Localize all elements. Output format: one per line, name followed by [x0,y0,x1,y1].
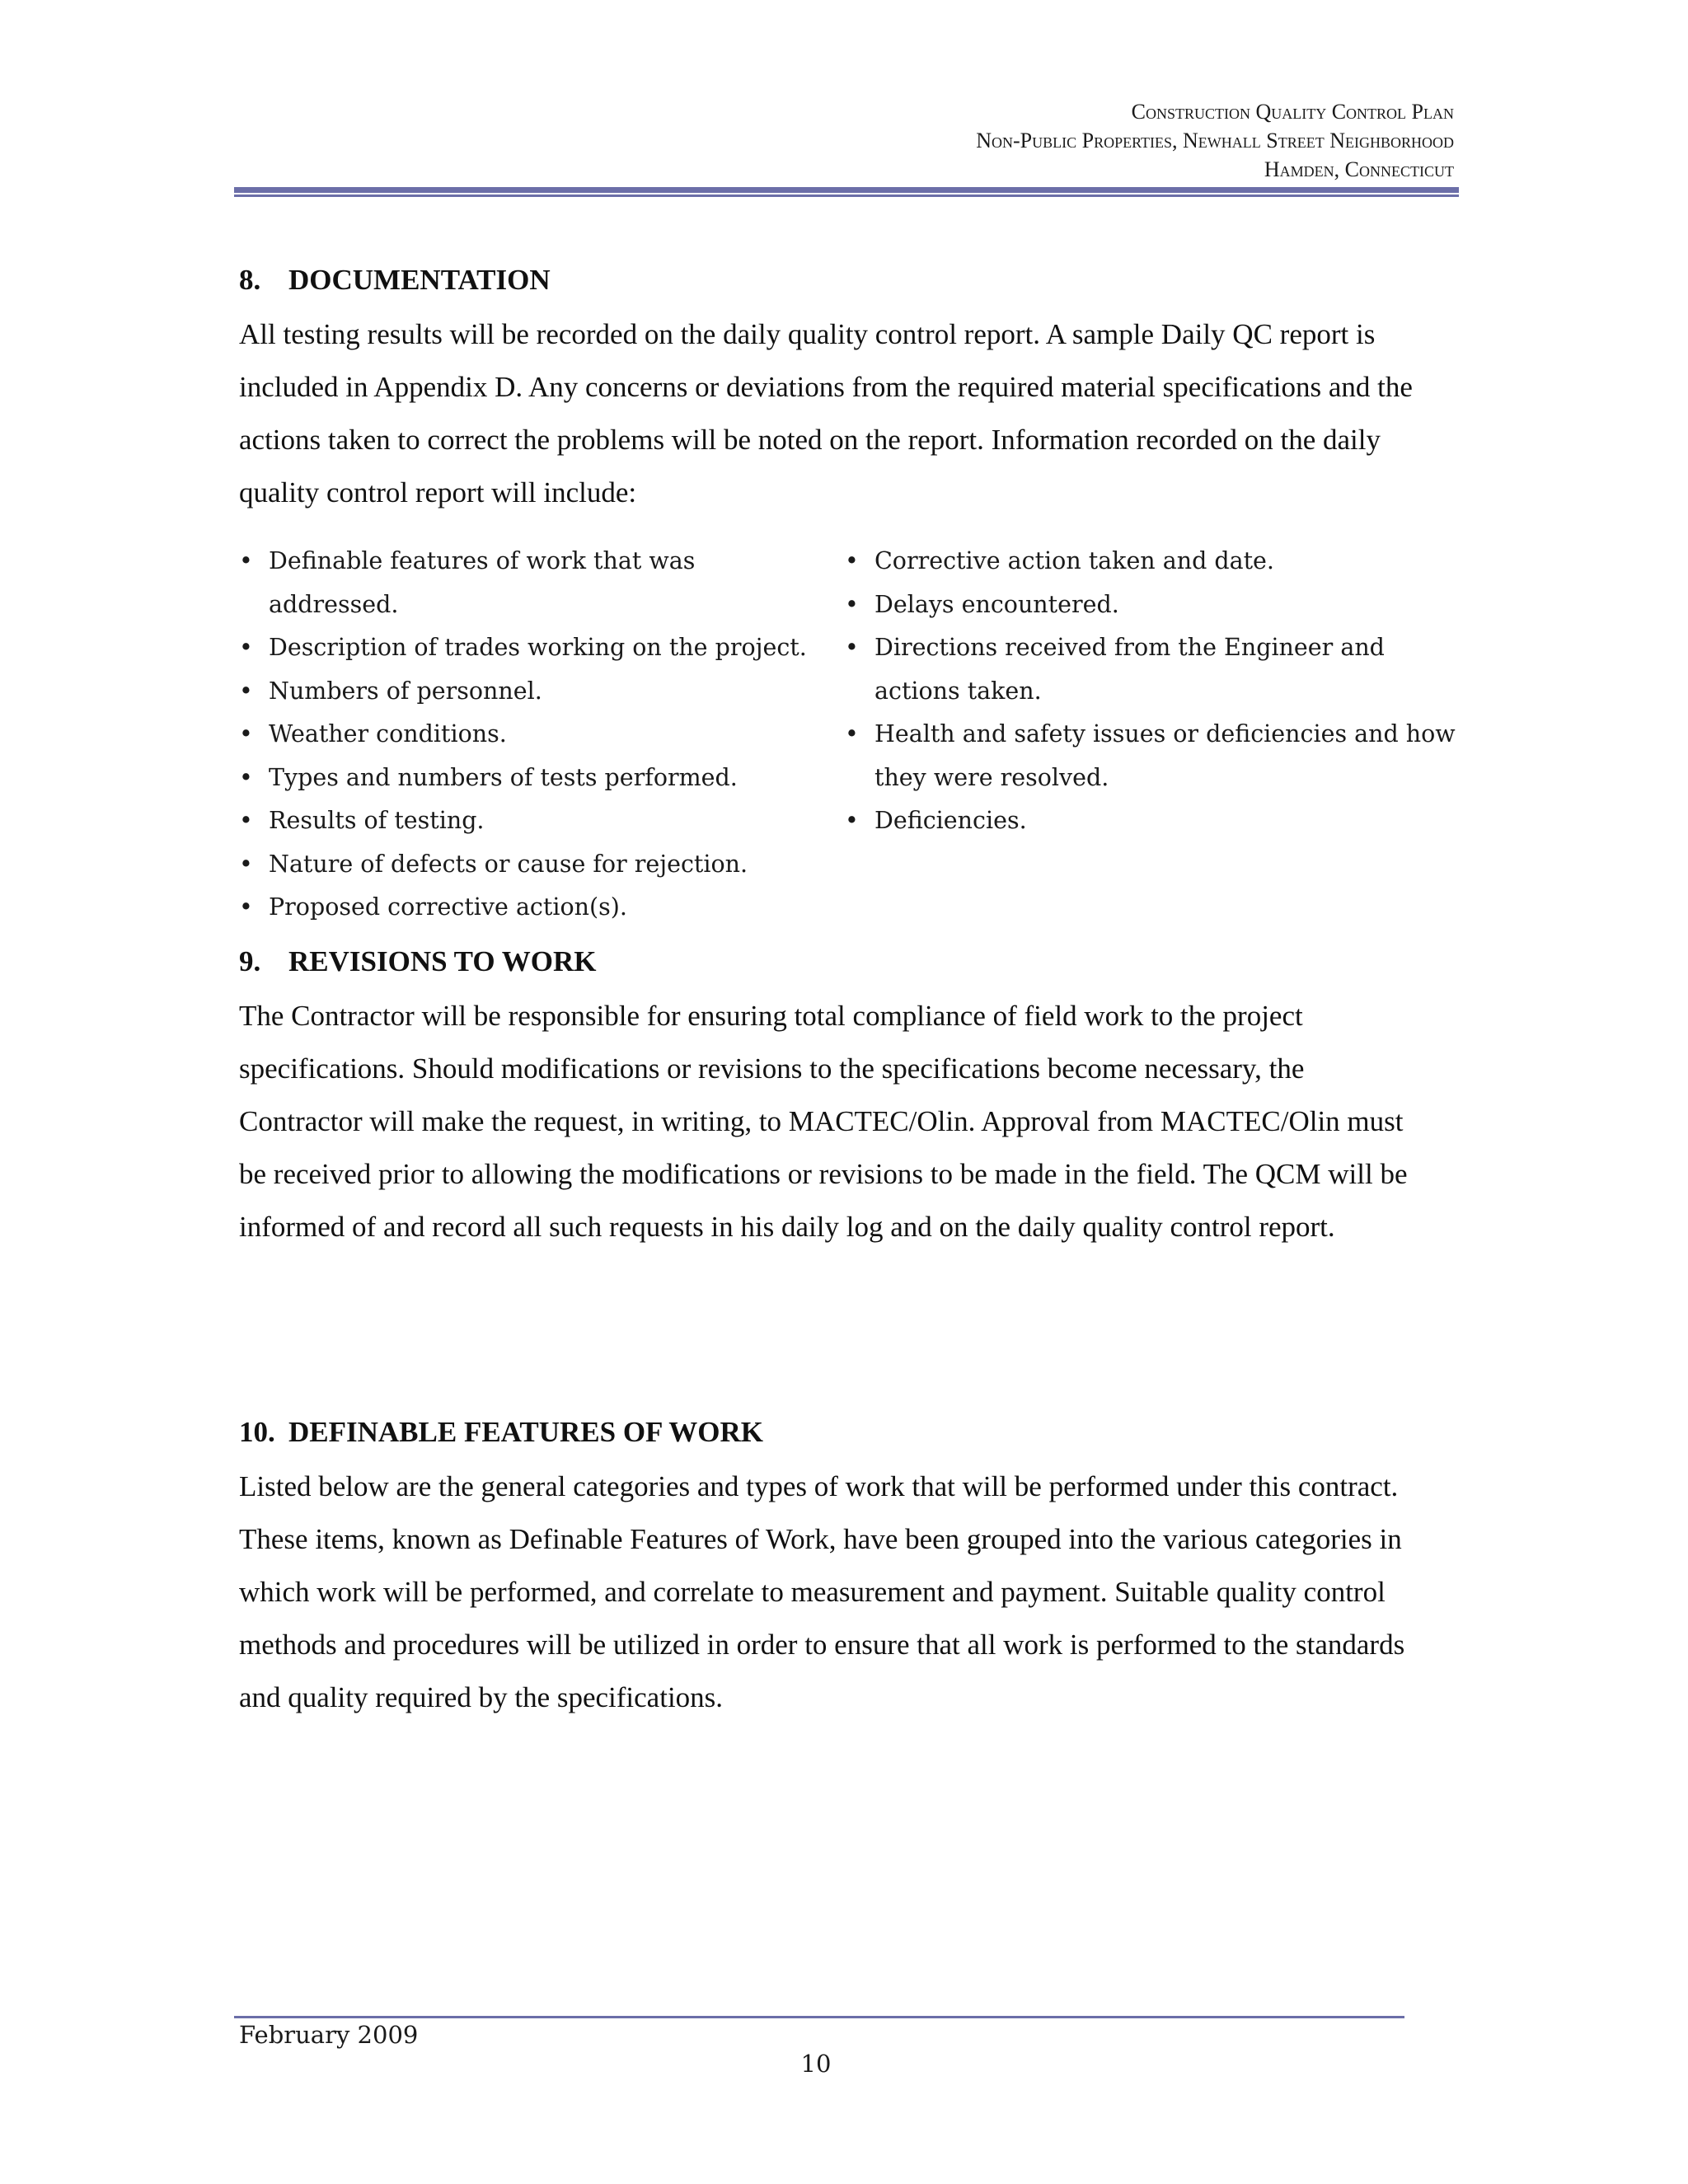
section-number: 10. [239,1416,275,1448]
list-item: • Description of trades working on the project. [237,626,831,670]
section-heading-revisions [239,945,1426,978]
list-item: • Numbers of personnel. [237,670,831,714]
section-definable-features [239,1416,1442,1724]
list-item: • Directions received from the Engineer and actions taken. [843,626,1457,713]
section-number: 9. [239,945,261,977]
list-item: • Health and safety issues or deficiencies and how they were resolved. [843,713,1457,799]
section-paragraph-definable-features: Listed below are the general categories and types of work that will be performed under this contract. These items, known as Definable Features of Work, have been grouped into the various categories in which work will be performed, and correlate to measurement and payment. Suitable quality control methods and procedures will be utilized in order to ensure that all work is performed to the standards and quality required by the specifications. [239,1470,1405,1713]
header-divider-thin [234,194,1459,197]
header-divider-thick [234,187,1459,193]
section-title: DEFINABLE FEATURES OF WORK [288,1416,763,1448]
report-items-list-left [237,540,831,930]
footer-date: February 2009 [239,2021,419,2049]
section-title: DOCUMENTATION [288,264,551,296]
section-title: REVISIONS TO WORK [288,945,597,977]
page-header [234,97,1454,184]
section-heading-definable-features [239,1416,1442,1449]
list-item: • Deficiencies. [843,799,1457,843]
section-paragraph-revisions: The Contractor will be responsible for ensuring total compliance of field work to the project specifications. Should modifications or revisions to the specifications become necessary, the Contractor will make the request, in writing, to MACTEC/Olin. Approval from MACTEC/Olin must be received prior to allowing the modifications or revisions to be made in the field. The QCM will be informed of and record all such requests in his daily log and on the daily quality control report. [239,1000,1408,1243]
header-line-project: Non-Public Properties, Newhall Street Neighborhood [976,129,1454,152]
header-line-location: Hamden, Connecticut [1264,157,1454,181]
section-paragraph-documentation: All testing results will be recorded on the daily quality control report. A sample Daily QC report is included in Appendix D. Any concerns or deviations from the required material specifications and the actions taken to correct the problems will be noted on the report. Information recorded on the daily quality control report will include: [239,318,1413,509]
header-line-title: Construction Quality Control Plan [1131,100,1454,124]
page-number: 10 [800,2050,832,2078]
section-revisions [239,945,1426,1254]
section-heading-documentation [239,264,1451,297]
list-item: • Proposed corrective action(s). [237,886,831,930]
list-item: • Corrective action taken and date. [843,540,1457,583]
footer-divider [234,2016,1404,2018]
section-documentation [239,264,1451,519]
list-item: • Results of testing. [237,799,831,843]
section-number: 8. [239,264,261,296]
list-item: • Definable features of work that was addressed. [237,540,831,626]
list-item: • Delays encountered. [843,583,1457,627]
report-items-list-right [843,540,1457,843]
list-item: • Nature of defects or cause for rejection. [237,843,831,887]
list-item: • Weather conditions. [237,713,831,757]
list-item: • Types and numbers of tests performed. [237,757,831,800]
